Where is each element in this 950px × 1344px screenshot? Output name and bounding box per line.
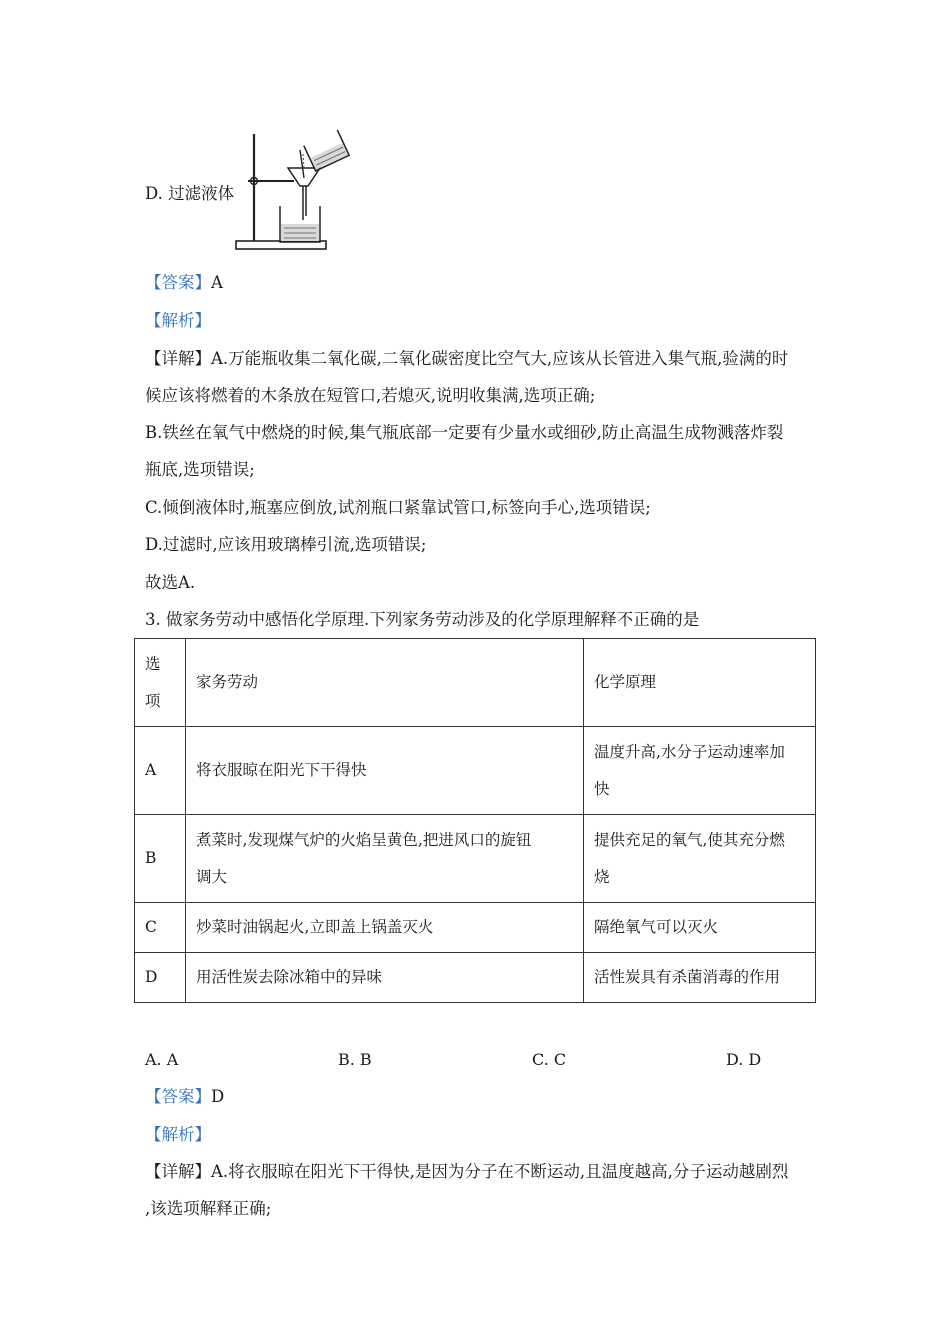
choice-d: D. D [726,1050,762,1069]
row-option: C [135,903,186,953]
row-option: B [135,815,186,903]
choice-c: C. C [532,1050,567,1069]
analysis-line-3 [145,1124,211,1146]
row-option: A [135,727,186,815]
row-principle-line1: 提供充足的氧气,使其充分燃 [594,830,785,849]
header-option-line1: 选 [145,654,161,673]
header-option [135,639,186,727]
detail3-line-1 [145,1161,788,1183]
choice-a: A. A [145,1050,179,1069]
table-row [135,903,816,953]
header-option-line2: 项 [145,691,161,710]
analysis-tag: 【解析】 [145,311,211,330]
detail-line-1 [145,348,788,370]
row-labor [186,815,584,903]
row-principle: 隔绝氧气可以灭火 [584,903,816,953]
row-principle-line2: 快 [594,779,610,798]
analysis-tag: 【解析】 [145,1125,211,1144]
detail-tag: 【详解】 [145,349,211,368]
detail3-line-2: ,该选项解释正确; [145,1199,272,1218]
row-principle [584,727,816,815]
question-3-table [134,638,816,1003]
answer-value: A [211,273,223,292]
row-labor-line2: 调大 [196,867,228,886]
answer-line-3 [145,1086,224,1108]
detail-tag: 【详解】 [145,1162,211,1181]
detail-text: A.将衣服晾在阳光下干得快,是因为分子在不断运动,且温度越高,分子运动越剧烈 [211,1162,789,1181]
question-3-stem: 3. 做家务劳动中感悟化学原理.下列家务劳动涉及的化学原理解释不正确的是 [145,610,700,629]
answer-value: D [211,1087,225,1106]
table-header-row [135,639,816,727]
filtration-apparatus-figure [232,128,362,254]
row-labor: 用活性炭去除冰箱中的异味 [186,953,584,1003]
detail-line-3: B.铁丝在氧气中燃烧的时候,集气瓶底部一定要有少量水或细砂,防止高温生成物溅落炸裂 [145,423,784,442]
answer-tag: 【答案】 [145,273,211,292]
answer-line-1 [145,272,223,294]
row-labor [186,727,584,815]
analysis-line-1 [145,310,211,332]
header-principle: 化学原理 [584,639,816,727]
option-d-label: D. 过滤液体 [145,184,235,203]
row-principle-line2: 烧 [594,867,610,886]
detail-line-5: C.倾倒液体时,瓶塞应倒放,试剂瓶口紧靠试管口,标签向手心,选项错误; [145,498,651,517]
row-labor-line1: 煮菜时,发现煤气炉的火焰呈黄色,把进风口的旋钮 [196,830,532,849]
table-row [135,953,816,1003]
answer-tag: 【答案】 [145,1087,211,1106]
row-option: D [135,953,186,1003]
detail-text: A.万能瓶收集二氧化碳,二氧化碳密度比空气大,应该从长管进入集气瓶,验满的时 [211,349,789,368]
detail-line-2: 候应该将燃着的木条放在短管口,若熄灭,说明收集满,选项正确; [145,386,596,405]
row-principle [584,815,816,903]
row-principle: 活性炭具有杀菌消毒的作用 [584,953,816,1003]
row-labor-line1: 将衣服晾在阳光下干得快 [196,761,367,779]
choice-b: B. B [338,1050,372,1069]
detail-line-7: 故选A. [145,573,196,592]
row-principle-line1: 温度升高,水分子运动速率加 [594,742,785,761]
table-row [135,815,816,903]
header-labor: 家务劳动 [186,639,584,727]
detail-line-4: 瓶底,选项错误; [145,460,255,479]
table-row [135,727,816,815]
row-labor: 炒菜时油锅起火,立即盖上锅盖灭火 [186,903,584,953]
detail-line-6: D.过滤时,应该用玻璃棒引流,选项错误; [145,535,427,554]
